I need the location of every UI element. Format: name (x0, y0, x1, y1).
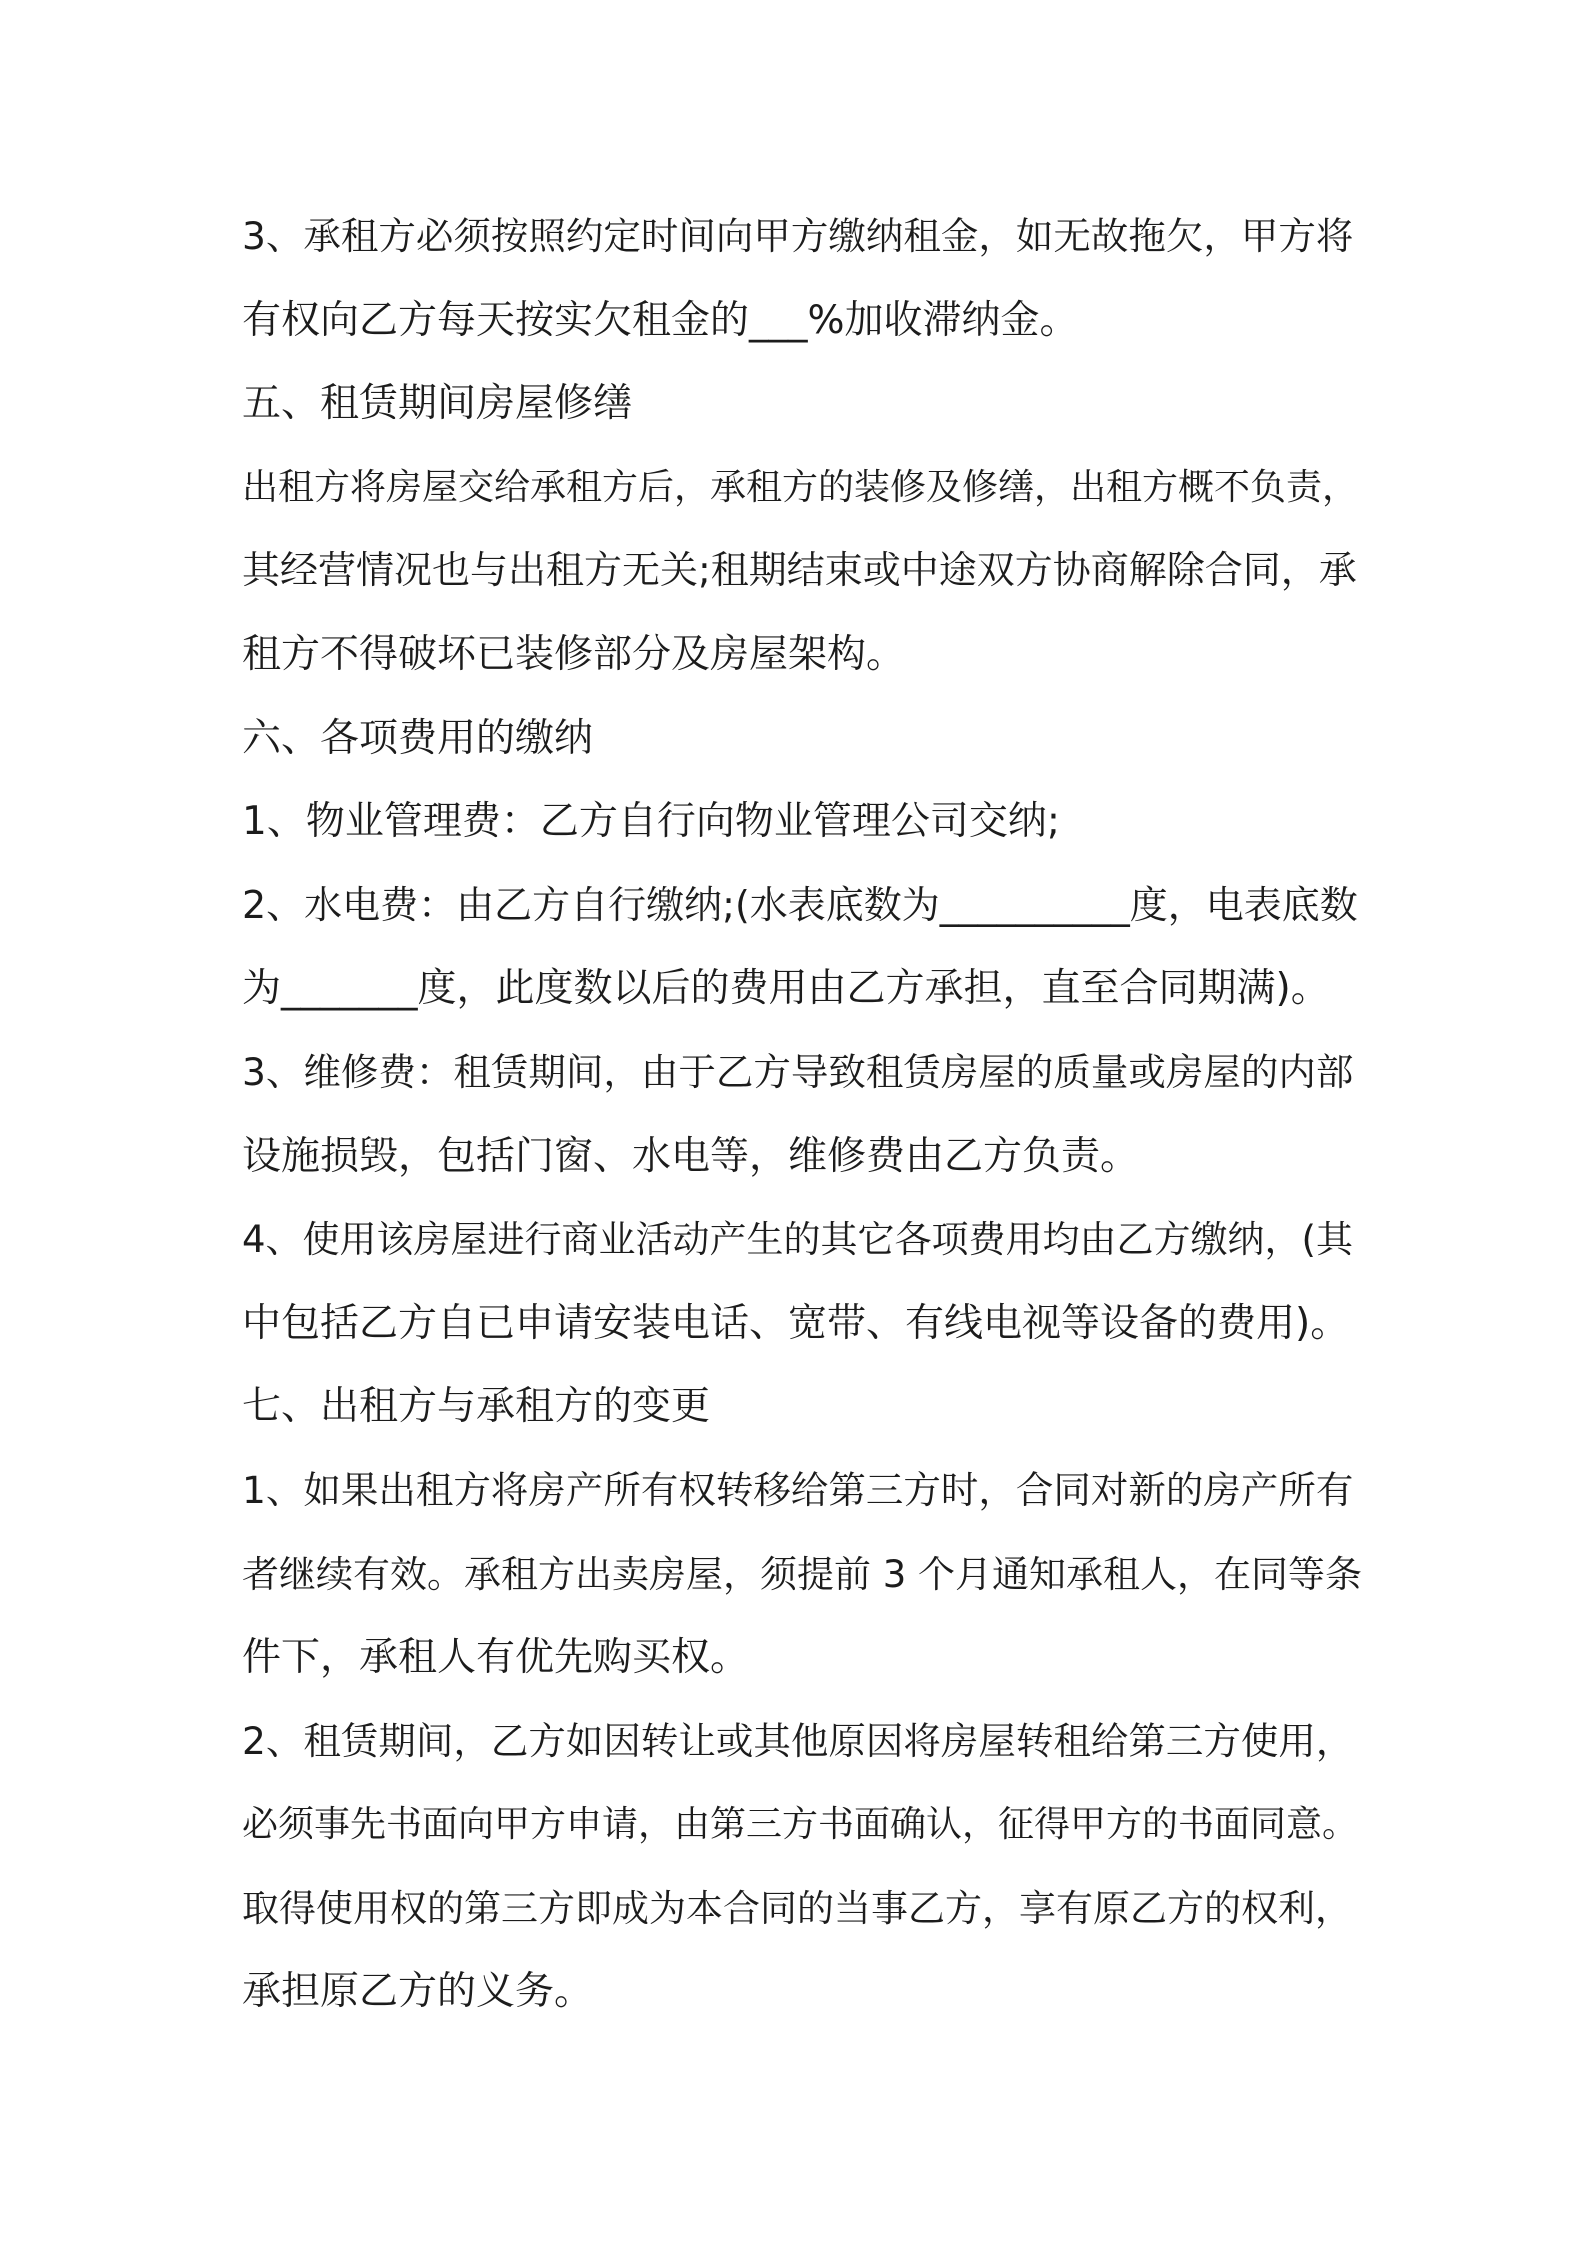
section-6-item-1: 1、物业管理费：乙方自行向物业管理公司交纳; (242, 799, 1060, 845)
section-5-text-line-3: 租方不得破坏已装修部分及房屋架构。 (242, 631, 906, 677)
section-7-item-2-line-4: 承担原乙方的义务。 (242, 1969, 594, 2015)
section-6-item-4-line-1: 4、使用该房屋进行商业活动产生的其它各项费用均由乙方缴纳，(其 (242, 1218, 1353, 1262)
section-5-text-line-1: 出租方将房屋交给承租方后，承租方的装修及修缮，出租方概不负责， (242, 466, 1359, 508)
section-5-text-line-2: 其经营情况也与出租方无关;租期结束或中途双方协商解除合同，承 (242, 548, 1357, 593)
section-7-item-2-line-2: 必须事先书面向甲方申请，由第三方书面确认，征得甲方的书面同意。 (242, 1804, 1359, 1846)
clause-3-rent-line-2: 有权向乙方每天按实欠租金的___%加收滞纳金。 (242, 297, 1079, 343)
section-6-item-3-line-2: 设施损毁，包括门窗、水电等，维修费由乙方负责。 (242, 1133, 1140, 1179)
section-7-item-1-line-3: 件下，承租人有优先购买权。 (242, 1635, 750, 1681)
section-7-heading: 七、出租方与承租方的变更 (242, 1384, 711, 1430)
section-7-item-2-line-3: 取得使用权的第三方即成为本合同的当事乙方，享有原乙方的权利， (242, 1886, 1352, 1930)
section-7-item-2-line-1: 2、租赁期间，乙方如因转让或其他原因将房屋转租给第三方使用， (242, 1718, 1354, 1763)
section-6-heading: 六、各项费用的缴纳 (242, 715, 594, 761)
section-5-heading: 五、租赁期间房屋修缮 (242, 381, 633, 427)
clause-3-rent-line-1: 3、承租方必须按照约定时间向甲方缴纳租金，如无故拖欠，甲方将 (242, 214, 1354, 258)
section-7-item-1-line-2: 者继续有效。承租方出卖房屋，须提前 3 个月通知承租人，在同等条 (242, 1552, 1363, 1596)
document-body (242, 195, 1362, 2034)
section-6-item-2-line-1: 2、水电费：由乙方自行缴纳;(水表底数为__________度，电表底数 (242, 882, 1358, 927)
section-6-item-2-line-2: 为_______度，此度数以后的费用由乙方承担，直至合同期满)。 (242, 966, 1330, 1012)
section-7-item-1-line-1: 1、如果出租方将房产所有权转移给第三方时，合同对新的房产所有 (242, 1467, 1354, 1512)
section-6-item-3-line-1: 3、维修费：租赁期间，由于乙方导致租赁房屋的质量或房屋的内部 (242, 1049, 1354, 1094)
section-6-item-4-line-2: 中包括乙方自已申请安装电话、宽带、有线电视等设备的费用)。 (242, 1300, 1350, 1346)
